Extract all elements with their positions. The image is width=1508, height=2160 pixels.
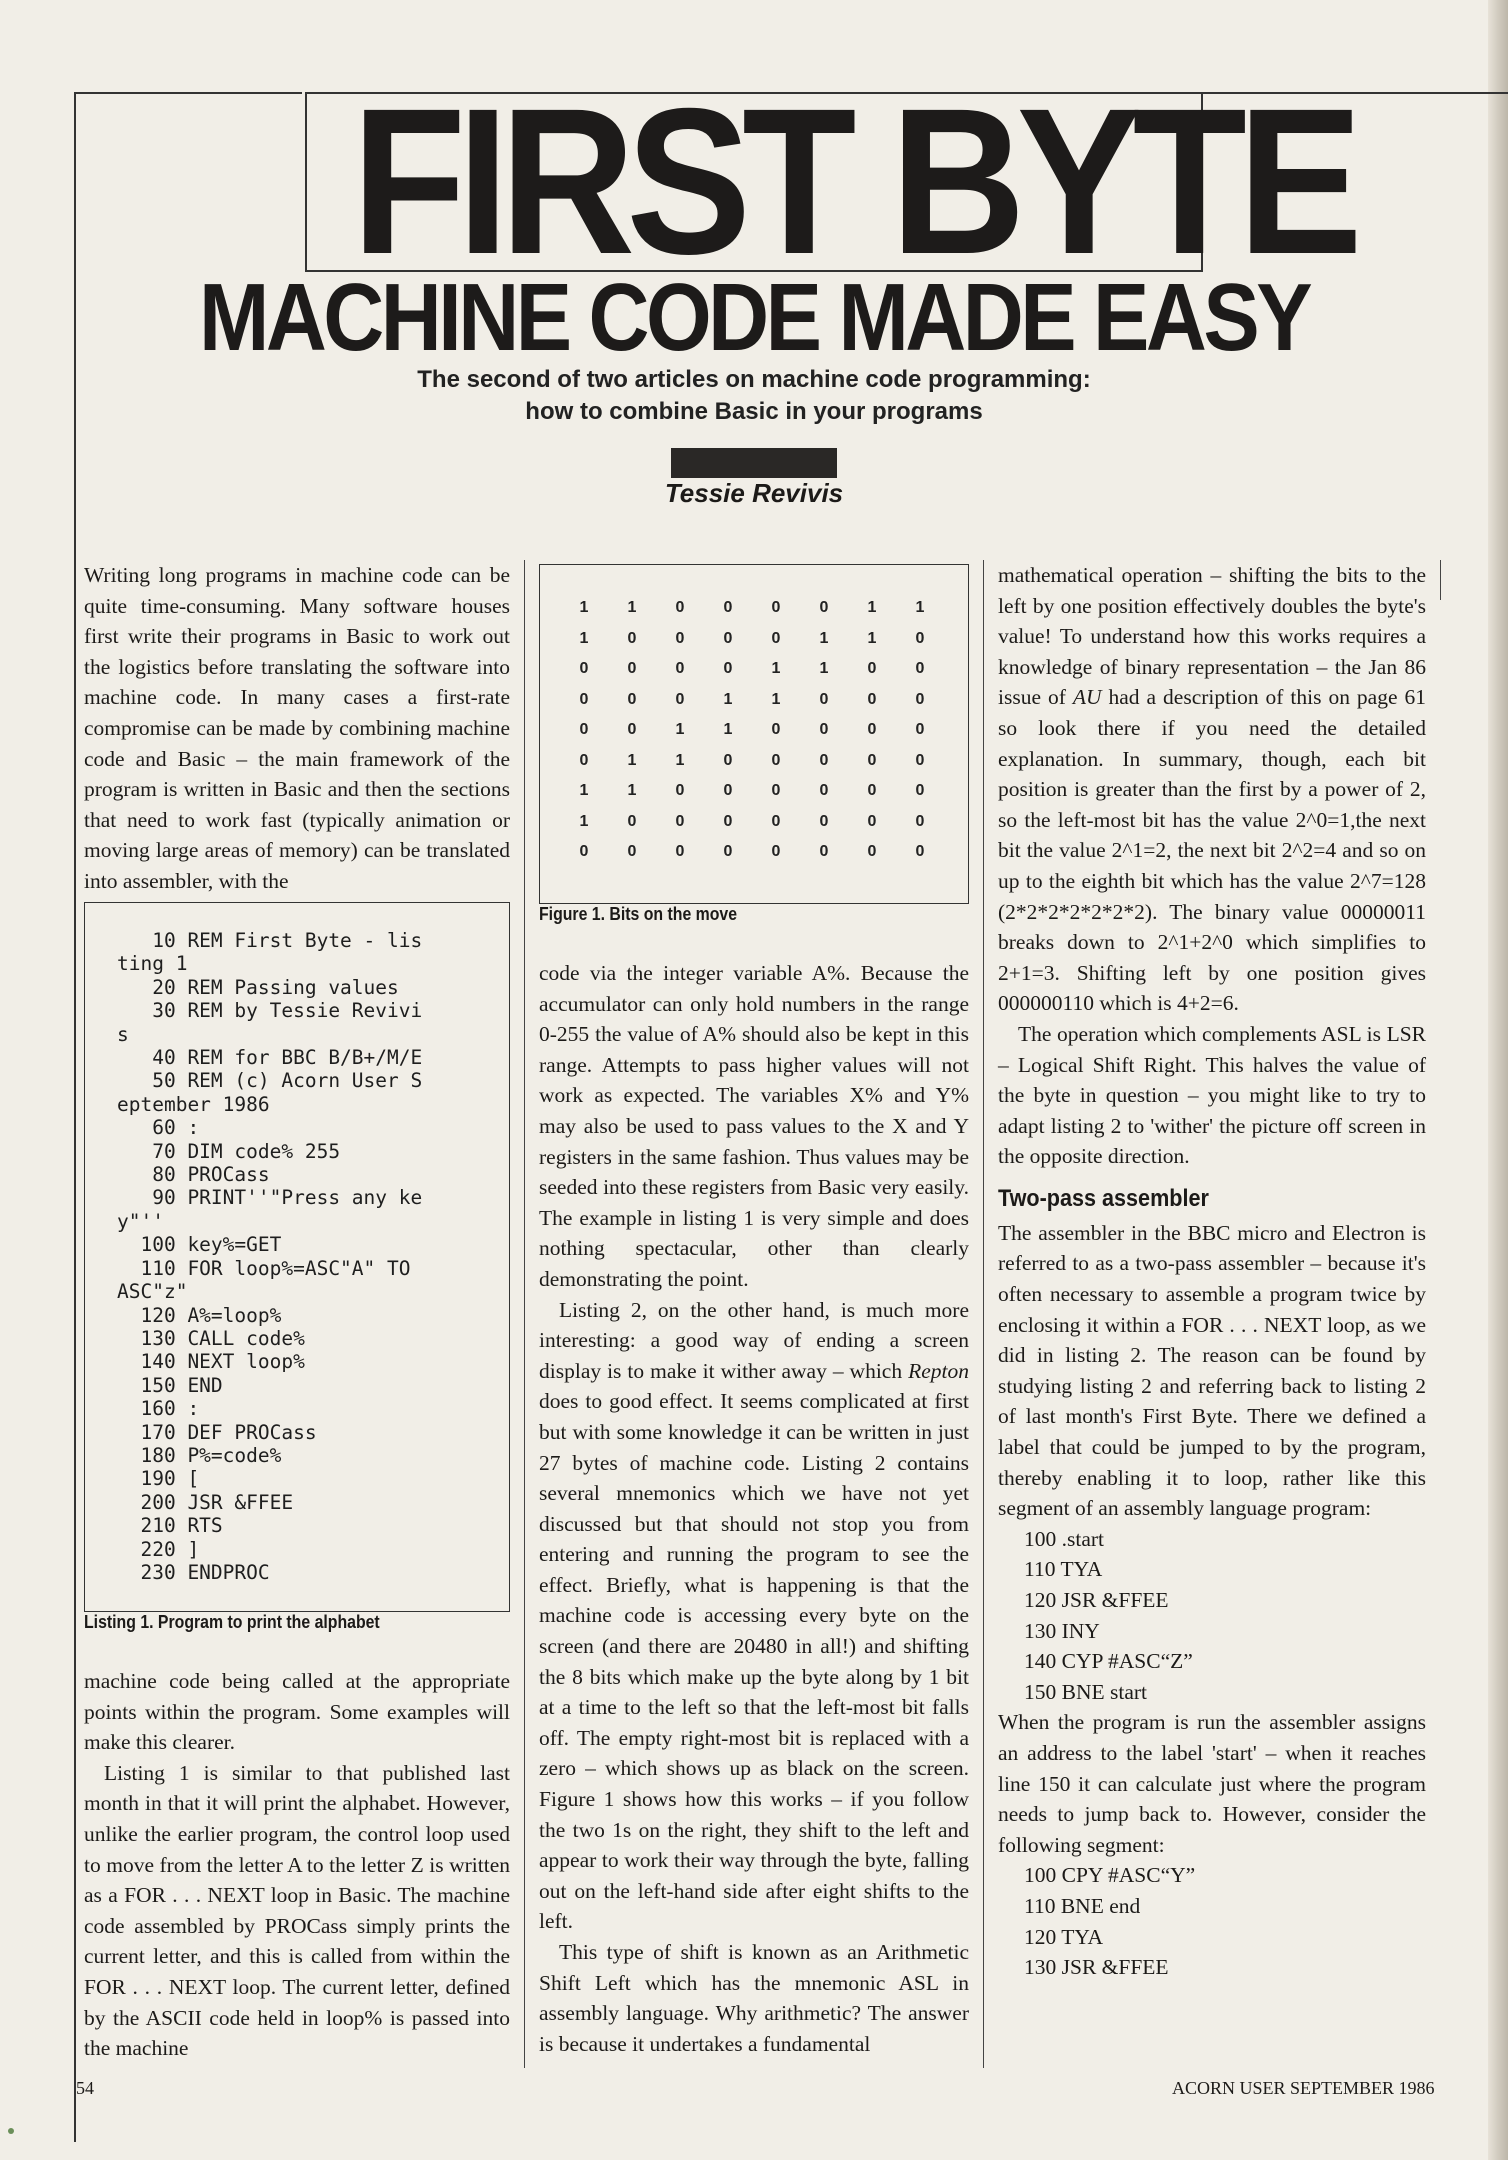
bit-cell: 0 [675,782,685,800]
col2-paragraph-2a: Listing 2, on the other hand, is much more interesting: a good way of ending a screen display is to make it wither away – which [539,1297,969,1383]
col2-paragraph-2b: does to good effect. It seems complicated at first but with some knowledge it can be written in just 27 bytes of machine code. Listing 2 contains several mnemonics which we have not yet discussed but that should not stop you from entering and running the program to see the effect. Briefly, what is happening is that the machine code is accessing every byte on the screen (and there are 20480 in all!) and shifting the 8 bits which make up the byte along by 1 bit at a time to the left so that the left-most bit falls off. The empty right-most bit is replaced with a zero – which shows up as black on the screen. Figure 1 shows how this works – if you follow the two 1s on the right, they shift to the left and appear to work their way through the byte, falling out on the left-hand side after eight shifts to the left. [539,1389,969,1934]
bit-cell: 0 [867,660,877,678]
bit-cell: 0 [675,812,685,830]
bit-cell: 0 [579,660,589,678]
au-abbrev: AU [1072,685,1102,710]
column-3-right-tick [1440,560,1441,600]
assembly-segment-1 [998,1524,1426,1708]
bit-cell: 1 [627,751,637,769]
code-line: 110 TYA [1024,1557,1103,1582]
col3-paragraph-1b: had a description of this on page 61 so look there if you need the detailed explanation. In summary, though, each bit position is greater than the first by a power of 2, so the left-most bit has the value 2^0=1,the next bit the value 2^1=2, the next bit 2^2=4 and so on up to the eighth bit which has the value 2^7=128 (2*2*2*2*2*2*2). The binary value 00000011 breaks down to 2^1+2^0 which simplifies to 2+1=3. Shifting left by one position gives 000000110 which is 4+2=6. [998,685,1426,1016]
bit-cell: 0 [771,629,781,647]
bit-cell: 1 [819,629,829,647]
code-line: 130 INY [1024,1618,1100,1643]
code-line: 100 .start [1024,1526,1105,1551]
bit-cell: 0 [915,629,925,647]
repton-title: Repton [908,1358,969,1383]
listing-1-code: 10 REM First Byte - lis ting 1 20 REM Passing values 30 REM by Tessie Revivi s 40 REM for BBC B/B+/M/E 50 REM (c) Acorn User S eptember 1986 60 : 70 DIM code% 255 80 PROCass 90 PRINT''"Press any ke y"'' 100 key%=GET 110 FOR loop%=ASC"A" TO ASC"z" 120 A%=loop% 130 CALL code% 140 NEXT loop% 150 END 160 : 170 DEF PROCass 180 P%=code% 190 [ 200 JSR &FFEE 210 RTS 220 ] 230 ENDPROC [117,929,423,1584]
bit-cell: 0 [867,690,877,708]
bit-row [560,776,944,807]
bit-cell: 0 [915,843,925,861]
bit-cell: 0 [627,660,637,678]
bit-row [560,746,944,777]
bit-cell: 0 [723,660,733,678]
col1-paragraph-1: Writing long programs in machine code can be quite time-consuming. Many software houses first write their programs in Basic to work out the logistics before translating the software into machine code. In many cases a first-rate compromise can be made by combining machine code and Basic – the main framework of the program is written in Basic and then the sections that need to work fast (typically animation or moving large areas of memory) can be translated into assembler, with the [84,563,510,893]
bit-cell: 0 [723,599,733,617]
bit-cell: 1 [675,721,685,739]
bit-cell: 0 [867,751,877,769]
bit-cell: 0 [867,843,877,861]
bit-cell: 0 [915,751,925,769]
byline: Tessie Revivis [664,478,844,508]
col2-paragraph-1: code via the integer variable A%. Because the accumulator can only hold numbers in the range 0-255 the value of A% should also be kept in this range. Attempts to pass higher values will not work as expected. The variables X% and Y% may also be used to pass values to the X and Y registers in the same fashion. Thus values may be seeded into these registers from Basic very easily. The example in listing 1 is very simple and does nothing spectacular, other than clearly demonstrating the point. [539,961,969,1291]
page-title: FIRST BYTE [351,66,1354,298]
bit-cell: 1 [819,660,829,678]
bit-cell: 1 [771,690,781,708]
page-subtitle: MACHINE CODE MADE EASY [198,264,1310,371]
bit-cell: 0 [819,812,829,830]
bit-cell: 0 [771,782,781,800]
code-line: 120 TYA [1024,1924,1104,1949]
column-1-top [84,560,510,897]
bit-row [560,715,944,746]
bit-cell: 1 [867,599,877,617]
bit-cell: 0 [627,843,637,861]
bit-cell: 0 [915,660,925,678]
bit-cell: 1 [771,660,781,678]
column-rule-1 [524,560,525,2068]
bit-cell: 0 [675,599,685,617]
bit-cell: 0 [627,812,637,830]
figure-1-box [539,564,969,904]
bit-cell: 0 [675,690,685,708]
bit-cell: 1 [867,629,877,647]
standfirst-line-1: The second of two articles on machine code programming: [417,366,1091,393]
bit-cell: 0 [579,690,589,708]
magazine-footer: ACORN USER SEPTEMBER 1986 [1172,2078,1435,2098]
bit-cell: 0 [723,629,733,647]
bit-cell: 1 [627,782,637,800]
bit-cell: 0 [771,751,781,769]
bit-cell: 0 [819,782,829,800]
byline-bar [671,448,837,478]
title-box [305,66,1354,298]
bit-cell: 0 [723,751,733,769]
frame-rule-top-left [74,92,302,94]
col3-paragraph-1 [998,560,1426,1019]
bit-cell: 1 [579,812,589,830]
bit-row [560,807,944,838]
figure-1-caption: Figure 1. Bits on the move [539,904,738,924]
page-number: 54 [76,2078,94,2098]
bit-cell: 1 [675,751,685,769]
bit-cell: 0 [627,629,637,647]
bit-cell: 0 [771,721,781,739]
bit-cell: 0 [723,843,733,861]
listing-1-caption: Listing 1. Program to print the alphabet [84,1612,380,1632]
col2-paragraph-2 [539,1295,969,1937]
col3-paragraph-3: The assembler in the BBC micro and Electron is referred to as a two-pass assembler – because it's often necessary to assemble a program twice by enclosing it within a FOR . . . NEXT loop, as we did in listing 2. The reason can be found by studying listing 2 and referring back to listing 2 of last month's First Byte. There we defined a label that could be jumped to by the program, thereby enabling it to loop, rather like this segment of an assembly language program: [998,1220,1426,1521]
col1-paragraph-2: machine code being called at the appropriate points within the program. Some examples will make this clearer. [84,1669,510,1755]
bit-row [560,837,944,868]
column-1-bottom [84,1666,510,2064]
bit-cell: 0 [627,721,637,739]
bit-cell: 0 [579,843,589,861]
code-line: 120 JSR &FFEE [1024,1588,1169,1612]
listing-1-box [84,902,510,1612]
bit-cell: 0 [723,782,733,800]
standfirst [0,364,1508,428]
bit-cell: 1 [627,599,637,617]
bit-cell: 0 [675,629,685,647]
bit-cell: 0 [579,721,589,739]
code-line: 100 CPY #ASC“Y” [1024,1863,1196,1888]
col3-paragraph-2: The operation which complements ASL is LSR – Logical Shift Right. This halves the value of the byte in question – you might like to try to adapt listing 2 to 'wither' the picture off screen in the opposite direction. [998,1021,1426,1169]
col1-paragraph-3: Listing 1 is similar to that published last month in that it will print the alphabet. However, unlike the earlier program, the control loop used to move from the letter A to the letter Z is written as a FOR . . . NEXT loop in Basic. The machine code assembled by PROCass simply prints the current letter, and this is called from within the FOR . . . NEXT loop. The current letter, defined by the ASCII code held in loop% is passed into the machine [84,1760,510,2061]
col2-paragraph-3: This type of shift is known as an Arithmetic Shift Left which has the mnemonic ASL in assembly language. Why arithmetic? The answer is because it undertakes a fundamental [539,1940,969,2056]
bit-cell: 0 [771,812,781,830]
bit-cell: 0 [771,843,781,861]
bit-cell: 0 [915,812,925,830]
assembly-segment-2 [998,1860,1426,1982]
bit-cell: 0 [915,690,925,708]
bit-row [560,685,944,716]
bit-cell: 0 [723,812,733,830]
bit-row [560,654,944,685]
bit-cell: 0 [819,690,829,708]
bit-row [560,593,944,624]
bit-cell: 1 [915,599,925,617]
bit-cell: 1 [579,782,589,800]
standfirst-line-2: how to combine Basic in your programs [525,398,983,425]
code-line: 110 BNE end [1024,1893,1141,1918]
code-line: 150 BNE start [1024,1679,1148,1704]
page-spine-shadow [1488,0,1508,2160]
bit-cell: 0 [579,751,589,769]
bit-cell: 0 [819,843,829,861]
bit-cell: 1 [723,721,733,739]
bit-cell: 0 [627,690,637,708]
bit-cell: 0 [771,599,781,617]
bit-cell: 0 [819,599,829,617]
bit-cell: 0 [867,721,877,739]
code-line: 140 CYP #ASC“Z” [1024,1649,1193,1674]
col3-paragraph-4: When the program is run the assembler assigns an address to the label 'start' – when it reaches line 150 it can calculate just where the program needs to jump back to. However, consider the following segment: [998,1710,1426,1857]
bit-row [560,624,944,655]
registration-dot [8,2128,14,2134]
bit-cell: 0 [675,843,685,861]
bit-cell: 1 [579,629,589,647]
bit-cell: 0 [867,782,877,800]
column-3 [998,560,1426,1983]
bit-cell: 1 [723,690,733,708]
figure-1-bits-table [560,593,944,868]
bit-cell: 0 [675,660,685,678]
col3-paragraph-1a: mathematical operation – shifting the bits to the left by one position effectively doubles the byte's value! To understand how this works requires a knowledge of binary representation – the Jan 86 issue of [998,563,1426,710]
code-line: 130 JSR &FFEE [1024,1955,1169,1980]
bit-cell: 0 [819,721,829,739]
bit-cell: 1 [579,599,589,617]
section-heading-two-pass: Two-pass assembler [998,1184,1209,1212]
bit-cell: 0 [915,721,925,739]
column-rule-2 [983,560,984,2068]
column-2 [539,958,969,2059]
bit-cell: 0 [867,812,877,830]
bit-cell: 0 [819,751,829,769]
bit-cell: 0 [915,782,925,800]
